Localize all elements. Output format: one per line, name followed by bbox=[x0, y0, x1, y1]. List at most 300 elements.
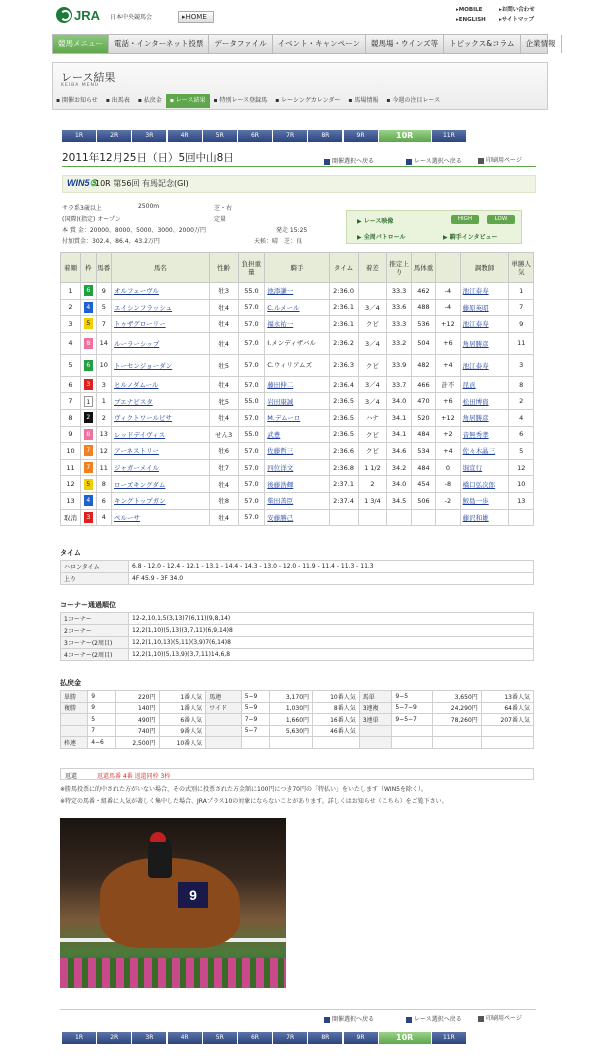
race-tab-5r[interactable]: 5R bbox=[203, 1032, 237, 1044]
payout-cell bbox=[433, 737, 482, 749]
cell-sexage: 牡4 bbox=[209, 509, 238, 526]
horse-link[interactable]: トーセンジョーダン bbox=[114, 361, 173, 370]
horse-link[interactable]: レッドデイヴィス bbox=[114, 430, 166, 439]
cell-last3f: 33.3 bbox=[387, 316, 411, 333]
payout-cell bbox=[313, 737, 360, 749]
cell-rank: 4 bbox=[61, 332, 81, 354]
cell-waku bbox=[80, 316, 96, 333]
cell-rank: 11 bbox=[61, 459, 81, 476]
cell-jockey[interactable] bbox=[265, 354, 329, 376]
cell-time: 2:36.8 bbox=[329, 459, 358, 476]
race-tab-5r[interactable]: 5R bbox=[203, 130, 237, 142]
arrow-icon bbox=[406, 159, 412, 165]
photo-saddle-cloth: 9 bbox=[178, 882, 208, 908]
cell-trainer[interactable] bbox=[460, 299, 509, 316]
waku-badge: 6 bbox=[84, 285, 93, 296]
cell-jockey[interactable] bbox=[265, 509, 329, 526]
race-tab-8r[interactable]: 8R bbox=[308, 1032, 342, 1044]
cell-body-weight: 534 bbox=[411, 443, 435, 460]
interview-link[interactable]: ▶ 騎手インタビュー bbox=[443, 234, 498, 241]
cell-jockey[interactable] bbox=[265, 409, 329, 426]
top-links bbox=[456, 5, 544, 25]
payout-cell: 64番人気 bbox=[481, 702, 533, 714]
jockey-link[interactable]: 後藤浩輝 bbox=[267, 480, 294, 489]
cell-last3f: 34.2 bbox=[387, 459, 411, 476]
cell-waku bbox=[80, 443, 96, 460]
trainer-link[interactable]: 松田博資 bbox=[462, 397, 489, 406]
jra-logo-text[interactable]: JRA bbox=[74, 8, 101, 23]
payout-cell: 6番人気 bbox=[159, 714, 206, 726]
cell-trainer[interactable] bbox=[460, 354, 509, 376]
back-to-race-link-bottom[interactable]: レース選択へ戻る bbox=[406, 1014, 462, 1023]
cell-jockey[interactable] bbox=[265, 443, 329, 460]
jockey-link[interactable]: C.ルメール bbox=[267, 303, 300, 312]
corner-label: 3コーナー(2周目) bbox=[61, 637, 129, 649]
cell-jockey[interactable] bbox=[265, 316, 329, 333]
jockey-link[interactable]: 藤田伸二 bbox=[267, 381, 294, 390]
cell-time: 2:36.4 bbox=[329, 376, 358, 393]
payout-cell: 16番人気 bbox=[313, 714, 360, 726]
cell-trainer[interactable] bbox=[460, 409, 509, 426]
horse-link[interactable]: ヒルノダムール bbox=[114, 381, 159, 390]
cell-weight-diff bbox=[436, 509, 460, 526]
cell-popularity: 13 bbox=[509, 492, 534, 509]
payout-type bbox=[359, 725, 392, 737]
nav-datafile[interactable]: データファイル bbox=[209, 35, 272, 53]
video-low-button[interactable]: LOW bbox=[487, 215, 515, 224]
cell-jockey[interactable] bbox=[265, 332, 329, 354]
arrow-icon bbox=[324, 1017, 330, 1023]
payout-cell: 5,630円 bbox=[269, 725, 312, 737]
subnav-entries[interactable]: ▪ 出馬表 bbox=[105, 97, 130, 104]
cell-margin: クビ bbox=[358, 443, 387, 460]
race-tab-3r[interactable]: 3R bbox=[132, 1032, 166, 1044]
cell-jockey[interactable] bbox=[265, 299, 329, 316]
cond-distance: 2500m bbox=[138, 203, 160, 210]
trainer-link[interactable]: 角居勝彦 bbox=[462, 414, 489, 423]
cell-horse[interactable] bbox=[112, 459, 210, 476]
race-tab-4r[interactable]: 4R bbox=[168, 130, 202, 142]
table-row bbox=[61, 316, 534, 333]
payout-cell: 24,290円 bbox=[433, 702, 482, 714]
cell-horse[interactable] bbox=[112, 332, 210, 354]
race-tab-10r[interactable]: 10R bbox=[379, 1032, 431, 1044]
waku-badge: 3 bbox=[84, 512, 93, 523]
table-row bbox=[61, 714, 534, 726]
cell-sexage: 牡4 bbox=[209, 316, 238, 333]
cell-popularity bbox=[509, 509, 534, 526]
cell-trainer[interactable] bbox=[460, 492, 509, 509]
trainer-link[interactable]: 昆貢 bbox=[462, 381, 476, 390]
table-row bbox=[61, 426, 534, 443]
payout-type: 複勝 bbox=[61, 702, 88, 714]
table-row bbox=[61, 702, 534, 714]
waku-badge: 2 bbox=[84, 412, 93, 423]
jockey-link[interactable]: 佐藤哲三 bbox=[267, 447, 294, 456]
home-label: HOME bbox=[185, 13, 207, 21]
payout-cell: 2,500円 bbox=[116, 737, 159, 749]
cell-horse[interactable] bbox=[112, 376, 210, 393]
trainer-link[interactable]: 橋口弘次郎 bbox=[462, 480, 496, 489]
cell-horse[interactable] bbox=[112, 299, 210, 316]
cell-waku bbox=[80, 299, 96, 316]
scratch-text: 返還馬番 4番 返還同枠 3枠 bbox=[97, 773, 171, 780]
cell-horse[interactable] bbox=[112, 426, 210, 443]
cell-jockey[interactable] bbox=[265, 283, 329, 300]
cell-margin: 3／4 bbox=[358, 332, 387, 354]
cell-weight-diff: -2 bbox=[436, 492, 460, 509]
race-tab-3r[interactable]: 3R bbox=[132, 130, 166, 142]
cell-body-weight: 466 bbox=[411, 376, 435, 393]
jockey-link[interactable]: I.メンディザバル bbox=[267, 339, 316, 348]
print-icon bbox=[478, 158, 484, 164]
jockey-link[interactable]: 四位洋文 bbox=[267, 464, 294, 473]
cell-jockey[interactable] bbox=[265, 393, 329, 410]
trainer-link[interactable]: 藤沢和雄 bbox=[462, 513, 489, 522]
cell-umaban: 14 bbox=[96, 332, 112, 354]
cell-weight: 57.0 bbox=[238, 316, 265, 333]
race-tab-2r[interactable]: 2R bbox=[97, 1032, 131, 1044]
nav-racecourses[interactable]: 競馬場・ウインズ等 bbox=[366, 35, 444, 53]
jockey-link[interactable]: 安藤勝己 bbox=[267, 513, 294, 522]
payout-cell: 10番人気 bbox=[313, 691, 360, 703]
cell-trainer[interactable] bbox=[460, 443, 509, 460]
race-video-link[interactable]: ▶ レース映像 bbox=[357, 218, 394, 225]
mobile-link[interactable]: ▸MOBILE bbox=[456, 7, 483, 13]
cell-body-weight: 504 bbox=[411, 332, 435, 354]
cell-sexage: 牡4 bbox=[209, 299, 238, 316]
cell-trainer[interactable] bbox=[460, 476, 509, 493]
sitemap-link[interactable]: ▸サイトマップ bbox=[499, 17, 535, 23]
col-waku: 枠 bbox=[80, 253, 96, 283]
cell-horse[interactable] bbox=[112, 316, 210, 333]
race-tabs-bottom bbox=[62, 1032, 542, 1044]
payout-type: ワイド bbox=[206, 702, 242, 714]
race-tab-4r[interactable]: 4R bbox=[168, 1032, 202, 1044]
jockey-link[interactable]: 柴田善臣 bbox=[267, 497, 294, 506]
cell-margin: 1 3/4 bbox=[358, 492, 387, 509]
cell-time: 2:37.1 bbox=[329, 476, 358, 493]
cell-time: 2:36.5 bbox=[329, 409, 358, 426]
cond-prize: 本 賞 金：20000、8000、5000、3000、2000万円 bbox=[62, 227, 206, 234]
cell-margin: 3／4 bbox=[358, 393, 387, 410]
trainer-link[interactable]: 藤原英昭 bbox=[462, 303, 489, 312]
cell-horse[interactable] bbox=[112, 476, 210, 493]
nav-corporate[interactable]: 企業情報 bbox=[521, 35, 562, 53]
cell-popularity: 8 bbox=[509, 376, 534, 393]
jockey-link[interactable]: C.ウィリアムズ bbox=[267, 361, 313, 370]
cell-time: 2:36.6 bbox=[329, 443, 358, 460]
trainer-link[interactable]: 鮫島一歩 bbox=[462, 497, 489, 506]
video-box bbox=[346, 210, 522, 244]
race-tab-2r[interactable]: 2R bbox=[97, 130, 131, 142]
cell-umaban: 1 bbox=[96, 393, 112, 410]
cell-trainer[interactable] bbox=[460, 332, 509, 354]
home-button[interactable]: ▸HOME bbox=[178, 11, 214, 23]
print-link-bottom[interactable]: 印刷用ページ bbox=[478, 1013, 522, 1022]
payout-cell: 9 bbox=[88, 702, 116, 714]
horse-link[interactable]: オルフェーヴル bbox=[114, 287, 160, 296]
subnav-featured[interactable]: ▪ 今週の注目レース bbox=[386, 97, 441, 104]
payout-section-title: 払戻金 bbox=[60, 679, 81, 687]
horse-link[interactable]: アーネストリー bbox=[114, 447, 160, 456]
cell-horse[interactable] bbox=[112, 509, 210, 526]
cell-last3f: 33.6 bbox=[387, 299, 411, 316]
payout-type: 馬連 bbox=[206, 691, 242, 703]
time-section-title: タイム bbox=[60, 549, 81, 557]
cell-margin bbox=[358, 509, 387, 526]
race-tab-10r[interactable]: 10R bbox=[379, 130, 431, 142]
cond-course: 芝・右 bbox=[214, 205, 233, 212]
patrol-link[interactable]: ▶ 全周パトロール bbox=[357, 234, 406, 241]
payout-cell bbox=[392, 737, 433, 749]
cell-weight-diff: +4 bbox=[436, 443, 460, 460]
race-tab-7r[interactable]: 7R bbox=[273, 130, 307, 142]
cell-waku bbox=[80, 376, 96, 393]
waku-badge: 5 bbox=[84, 318, 93, 329]
back-to-meeting-link-bottom[interactable]: 開催選択へ戻る bbox=[324, 1014, 374, 1023]
cond-weather: 天候：晴 芝：良 bbox=[254, 238, 303, 245]
cell-weight-diff: +2 bbox=[436, 426, 460, 443]
cell-horse[interactable] bbox=[112, 492, 210, 509]
payout-cell: 9−5 bbox=[392, 691, 433, 703]
subnav-notice[interactable]: ▪ 開催お知らせ bbox=[56, 97, 98, 104]
cell-trainer[interactable] bbox=[460, 509, 509, 526]
trainer-link[interactable]: 堀宣行 bbox=[462, 464, 483, 473]
video-high-button[interactable]: HIGH bbox=[451, 215, 479, 224]
corner-label: 1コーナー bbox=[61, 613, 129, 625]
subnav-payout[interactable]: ▪ 払戻金 bbox=[137, 97, 162, 104]
nav-events[interactable]: イベント・キャンペーン bbox=[273, 35, 366, 53]
cell-trainer[interactable] bbox=[460, 459, 509, 476]
cell-rank: 取消 bbox=[61, 509, 81, 526]
cell-rank: 10 bbox=[61, 443, 81, 460]
trainer-link[interactable]: 池江泰寿 bbox=[462, 320, 489, 329]
cell-waku bbox=[80, 476, 96, 493]
cell-last3f bbox=[387, 509, 411, 526]
cell-last3f: 33.9 bbox=[387, 354, 411, 376]
horse-link[interactable]: ブエナビスタ bbox=[114, 397, 153, 406]
subnav-calendar[interactable]: ▪ レーシングカレンダー bbox=[275, 97, 341, 104]
payout-cell: 740円 bbox=[116, 725, 159, 737]
horse-link[interactable]: ペルーサ bbox=[114, 513, 141, 522]
payout-type bbox=[206, 737, 242, 749]
payout-cell: 5−9 bbox=[241, 691, 269, 703]
cell-horse[interactable] bbox=[112, 354, 210, 376]
race-tab-6r[interactable]: 6R bbox=[238, 1032, 272, 1044]
cell-weight-diff: +12 bbox=[436, 409, 460, 426]
jockey-link[interactable]: 武豊 bbox=[267, 430, 281, 439]
payout-cell: 1番人気 bbox=[159, 691, 206, 703]
payout-cell: 4−6 bbox=[88, 737, 116, 749]
cell-time: 2:36.1 bbox=[329, 299, 358, 316]
race-tab-6r[interactable]: 6R bbox=[238, 130, 272, 142]
nav-topics[interactable]: トピックス&コラム bbox=[444, 35, 520, 53]
cell-trainer[interactable] bbox=[460, 283, 509, 300]
payout-table bbox=[60, 690, 534, 749]
cell-time: 2:36.2 bbox=[329, 332, 358, 354]
english-link[interactable]: ▸ENGLISH bbox=[456, 17, 486, 23]
jockey-link[interactable]: M.デムーロ bbox=[267, 414, 301, 423]
horse-link[interactable]: ヴィクトワールピサ bbox=[114, 414, 173, 423]
arrow-icon bbox=[324, 159, 330, 165]
cell-body-weight: 462 bbox=[411, 283, 435, 300]
subnav-results[interactable]: ▪ レース結果 bbox=[166, 94, 210, 108]
col-time: タイム bbox=[329, 253, 358, 283]
cell-weight-diff: 0 bbox=[436, 459, 460, 476]
cell-time: 2:36.5 bbox=[329, 426, 358, 443]
back-to-meeting-link[interactable]: 開催選択へ戻る bbox=[324, 156, 374, 165]
race-tab-7r[interactable]: 7R bbox=[273, 1032, 307, 1044]
photo-jockey bbox=[148, 838, 172, 878]
cell-trainer[interactable] bbox=[460, 393, 509, 410]
payout-type bbox=[61, 714, 88, 726]
race-tab-11r[interactable]: 11R bbox=[432, 1032, 466, 1044]
cell-weight: 57.0 bbox=[238, 459, 265, 476]
payout-cell: 78,260円 bbox=[433, 714, 482, 726]
cell-weight: 57.0 bbox=[238, 476, 265, 493]
cell-jockey[interactable] bbox=[265, 376, 329, 393]
subnav-track[interactable]: ▪ 馬場情報 bbox=[348, 97, 379, 104]
jra-logo-icon[interactable] bbox=[56, 7, 72, 23]
scratch-box bbox=[60, 768, 534, 780]
waku-badge: 4 bbox=[84, 302, 93, 313]
jockey-link[interactable]: 岩田康誠 bbox=[267, 397, 294, 406]
trainer-link[interactable]: 佐々木晶三 bbox=[462, 447, 496, 456]
cell-jockey[interactable] bbox=[265, 426, 329, 443]
nav-vote[interactable]: 電話・インターネット投票 bbox=[109, 35, 209, 53]
nav-keiba-menu[interactable]: 競馬メニュー bbox=[53, 35, 109, 53]
horse-link[interactable]: エイシンフラッシュ bbox=[114, 303, 173, 312]
payout-cell bbox=[241, 737, 269, 749]
cell-popularity: 4 bbox=[509, 409, 534, 426]
table-row bbox=[61, 625, 534, 637]
cell-trainer[interactable] bbox=[460, 426, 509, 443]
table-row bbox=[61, 332, 534, 354]
cond-type: (国際)(指定) オープン bbox=[62, 216, 121, 223]
col-margin: 着差 bbox=[358, 253, 387, 283]
results-header-row bbox=[61, 253, 534, 283]
payout-cell: 5−9 bbox=[241, 702, 269, 714]
cell-rank: 1 bbox=[61, 283, 81, 300]
cell-weight: 57.0 bbox=[238, 299, 265, 316]
cell-horse[interactable] bbox=[112, 283, 210, 300]
race-tab-1r[interactable]: 1R bbox=[62, 130, 96, 142]
cell-jockey[interactable] bbox=[265, 492, 329, 509]
horse-link[interactable]: ジャガーメイル bbox=[114, 464, 159, 473]
cell-horse[interactable] bbox=[112, 443, 210, 460]
corner-value: 12,2(1,10,13)(5,11)(3,9)7(6,14)8 bbox=[129, 637, 534, 649]
cell-waku bbox=[80, 459, 96, 476]
horse-link[interactable]: ルーラーシップ bbox=[114, 339, 160, 348]
trainer-link[interactable]: 音無秀孝 bbox=[462, 430, 489, 439]
race-tab-9r[interactable]: 9R bbox=[344, 130, 378, 142]
col-trainer: 調教師 bbox=[460, 253, 509, 283]
cell-body-weight: 484 bbox=[411, 459, 435, 476]
race-tab-8r[interactable]: 8R bbox=[308, 130, 342, 142]
race-tab-11r[interactable]: 11R bbox=[432, 130, 466, 142]
cell-jockey[interactable] bbox=[265, 476, 329, 493]
trainer-link[interactable]: 角居勝彦 bbox=[462, 339, 489, 348]
cell-trainer[interactable] bbox=[460, 316, 509, 333]
cond-class: サラ系3歳以上 bbox=[62, 205, 102, 212]
cell-body-weight: 506 bbox=[411, 492, 435, 509]
payout-cell: 5−7 bbox=[241, 725, 269, 737]
cell-umaban: 7 bbox=[96, 316, 112, 333]
table-row bbox=[61, 509, 534, 526]
back-to-race-link[interactable]: レース選択へ戻る bbox=[406, 156, 462, 165]
print-link[interactable]: 印刷用ページ bbox=[478, 155, 522, 164]
cell-popularity: 7 bbox=[509, 299, 534, 316]
cell-horse[interactable] bbox=[112, 409, 210, 426]
note-special-payout: ※勝馬投票に的中された方がいない場合、その式別に投票された方金額に100円につき70円の「特払い」をいたします（WIN5を除く）。 bbox=[60, 786, 428, 793]
contact-link[interactable]: ▸お問い合わせ bbox=[499, 7, 535, 13]
payout-cell: 9番人気 bbox=[159, 725, 206, 737]
cell-weight-diff: -8 bbox=[436, 476, 460, 493]
jockey-link[interactable]: 池添謙一 bbox=[267, 287, 294, 296]
cell-rank: 8 bbox=[61, 409, 81, 426]
cell-horse[interactable] bbox=[112, 393, 210, 410]
bottom-divider bbox=[60, 1009, 536, 1010]
cell-trainer[interactable] bbox=[460, 376, 509, 393]
cell-weight-diff: +12 bbox=[436, 316, 460, 333]
payout-cell bbox=[269, 737, 312, 749]
trainer-link[interactable]: 池江泰寿 bbox=[462, 287, 489, 296]
table-row bbox=[61, 573, 534, 585]
cell-last3f: 34.6 bbox=[387, 443, 411, 460]
payout-type: 枠連 bbox=[61, 737, 88, 749]
payout-cell: 7 bbox=[88, 725, 116, 737]
cell-umaban: 5 bbox=[96, 299, 112, 316]
payout-cell: 490円 bbox=[116, 714, 159, 726]
table-row bbox=[61, 354, 534, 376]
cond-post-time: 発走 15:25 bbox=[276, 227, 308, 234]
cell-margin: クビ bbox=[358, 316, 387, 333]
cell-umaban: 11 bbox=[96, 459, 112, 476]
table-row bbox=[61, 649, 534, 661]
cell-margin: 1 1/2 bbox=[358, 459, 387, 476]
table-row bbox=[61, 376, 534, 393]
trainer-link[interactable]: 池江泰寿 bbox=[462, 361, 489, 370]
cell-sexage: 牡4 bbox=[209, 476, 238, 493]
payout-cell: 140円 bbox=[116, 702, 159, 714]
cell-weight-diff: 計不 bbox=[436, 376, 460, 393]
subnav-special[interactable]: ▪ 特別レース登録馬 bbox=[213, 97, 268, 104]
cell-last3f: 34.0 bbox=[387, 476, 411, 493]
race-tab-1r[interactable]: 1R bbox=[62, 1032, 96, 1044]
cell-sexage: 牡7 bbox=[209, 459, 238, 476]
payout-type bbox=[206, 725, 242, 737]
horse-link[interactable]: トゥザグローリー bbox=[114, 320, 166, 329]
payout-cell bbox=[481, 737, 533, 749]
cell-sexage: 牡5 bbox=[209, 354, 238, 376]
jockey-link[interactable]: 福永祐一 bbox=[267, 320, 294, 329]
payout-cell: 7−9 bbox=[241, 714, 269, 726]
col-jockey: 騎手 bbox=[265, 253, 329, 283]
cell-rank: 12 bbox=[61, 476, 81, 493]
cell-jockey[interactable] bbox=[265, 459, 329, 476]
time-label: ハロンタイム bbox=[61, 561, 129, 573]
table-row bbox=[61, 737, 534, 749]
race-tab-9r[interactable]: 9R bbox=[344, 1032, 378, 1044]
table-row bbox=[61, 613, 534, 625]
cell-waku bbox=[80, 409, 96, 426]
col-body-weight: 馬体重 bbox=[411, 253, 435, 283]
table-row bbox=[61, 725, 534, 737]
cell-sexage: 牡3 bbox=[209, 283, 238, 300]
horse-link[interactable]: キングトップガン bbox=[114, 497, 166, 506]
horse-link[interactable]: ローズキングダム bbox=[114, 480, 166, 489]
